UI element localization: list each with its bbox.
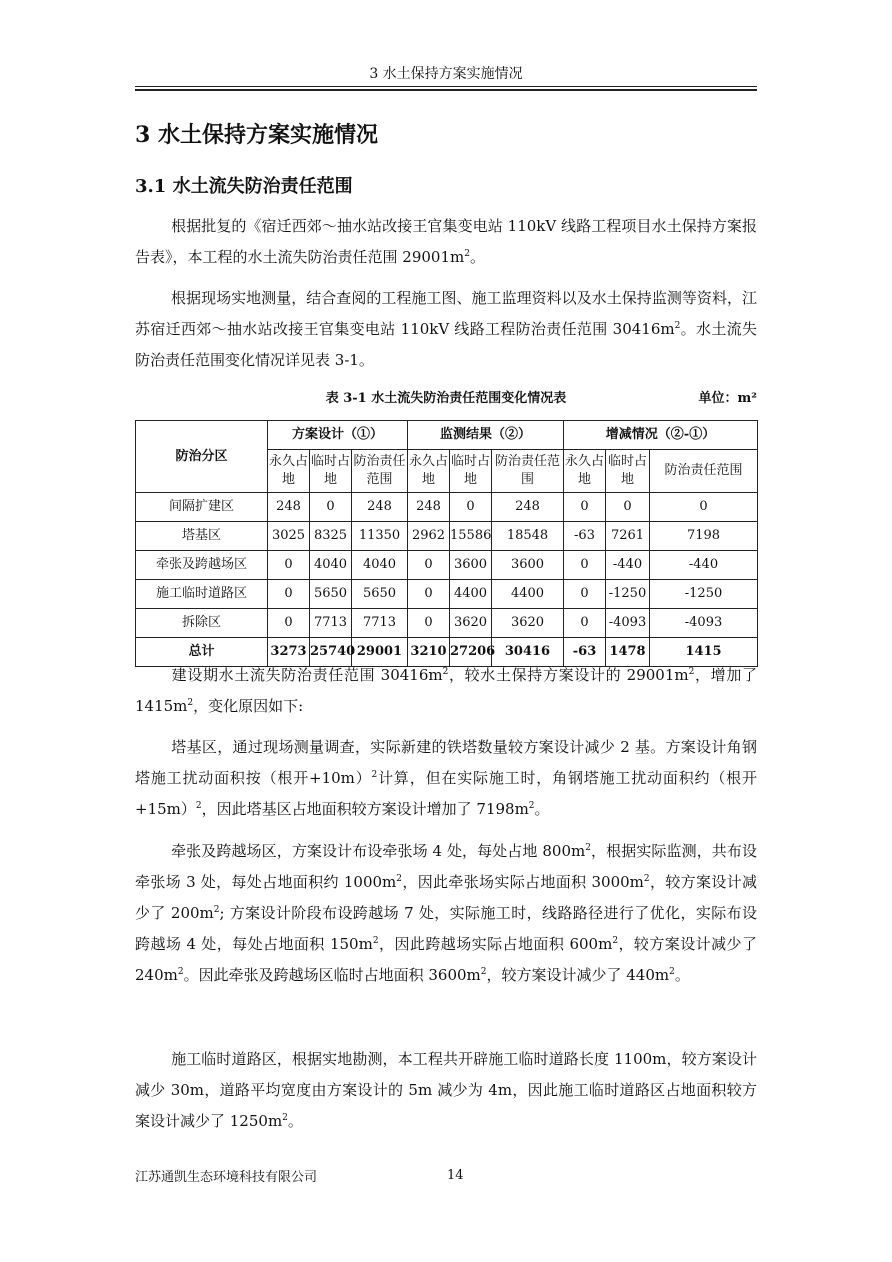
table-cell: 塔基区 bbox=[136, 522, 268, 551]
table-cell: 0 bbox=[450, 493, 492, 522]
header-group-change: 增减情况（②-①） bbox=[564, 421, 758, 450]
header-rule-thick bbox=[135, 89, 757, 91]
table-row bbox=[136, 580, 758, 609]
table-cell: 248 bbox=[352, 493, 408, 522]
table-cell: 4040 bbox=[352, 551, 408, 580]
table-cell: 0 bbox=[268, 609, 310, 638]
table-cell: 0 bbox=[606, 493, 650, 522]
page-number: 14 bbox=[447, 1168, 464, 1183]
table-cell: 2962 bbox=[408, 522, 450, 551]
subheader-permanent: 永久占地 bbox=[268, 450, 310, 493]
table-cell: 0 bbox=[268, 551, 310, 580]
table-cell: 3600 bbox=[492, 551, 564, 580]
table-cell: 0 bbox=[650, 493, 758, 522]
paragraph-total-change: 建设期水土流失防治责任范围 $30416m^2$，较水土保持方案设计的 $29001m^2$，增加了 $1415m^2$，变化原因如下: bbox=[135, 666, 757, 715]
table-cell: 7713 bbox=[352, 609, 408, 638]
subheader-scope: 防治责任范围 bbox=[650, 450, 758, 493]
table-cell: 0 bbox=[268, 580, 310, 609]
table-cell: -440 bbox=[606, 551, 650, 580]
subheader-temporary: 临时占地 bbox=[310, 450, 352, 493]
subheader-permanent: 永久占地 bbox=[408, 450, 450, 493]
table-cell: 29001 bbox=[352, 638, 408, 667]
table-caption bbox=[135, 388, 757, 410]
table-row bbox=[136, 609, 758, 638]
table-cell: 施工临时道路区 bbox=[136, 580, 268, 609]
table-cell: 0 bbox=[310, 493, 352, 522]
paragraph-approval: 根据批复的《宿迁西郊～抽水站改接王官集变电站 110kV 线路工程项目水土保持方案报告表》，本工程的水土流失防治责任范围 $29001m^2$。 bbox=[135, 217, 757, 266]
table-cell: 3600 bbox=[450, 551, 492, 580]
table-cell: -63 bbox=[564, 638, 606, 667]
table-row bbox=[136, 551, 758, 580]
table-cell: 7261 bbox=[606, 522, 650, 551]
table-cell: 0 bbox=[564, 580, 606, 609]
table-cell: 0 bbox=[564, 551, 606, 580]
table-cell: 11350 bbox=[352, 522, 408, 551]
subheader-scope: 防治责任范围 bbox=[352, 450, 408, 493]
table-row bbox=[136, 522, 758, 551]
paragraph-tower-area: 塔基区，通过现场测量调查，实际新建的铁塔数量较方案设计减少 2 基。方案设计角钢塔施工扰动面积按（根开+10m）$^2$计算，但在实际施工时，角钢塔施工扰动面积约（根开+15m）$^2$，因此塔基区占地面积较方案设计增加了 $7198m^2$。 bbox=[135, 738, 757, 818]
table-cell: 拆除区 bbox=[136, 609, 268, 638]
responsibility-scope-table bbox=[135, 420, 758, 667]
table-cell: 3273 bbox=[268, 638, 310, 667]
table-cell: 3620 bbox=[492, 609, 564, 638]
running-header: 3 水土保持方案实施情况 bbox=[369, 66, 523, 82]
table-cell: 27206 bbox=[450, 638, 492, 667]
table-cell: -1250 bbox=[606, 580, 650, 609]
paragraph-temporary-road-area: 施工临时道路区，根据实地勘测，本工程共开辟施工临时道路长度 1100m，较方案设计减少 30m，道路平均宽度由方案设计的 5m 减少为 4m，因此施工临时道路区占地面积较方案设计减少了 $1250m^2$。 bbox=[135, 1050, 757, 1130]
header-zone: 防治分区 bbox=[136, 421, 268, 493]
paragraph-tension-crossing-area: 牵张及跨越场区，方案设计布设牵张场 4 处，每处占地 $800m^2$，根据实际监测，共布设牵张场 3 处，每处占地面积约 $1000m^2$，因此牵张场实际占地面积 $3000m^2$，较方案设计减少了 $200m^2$; 方案设计阶段布设跨越场 7 处，实际施工时，线路路径进行了优化，实际布设跨越场 4 处，每处占地面积 $150m^2$，因此跨越场实际占地面积 $600m^2$，较方案设计减少了 $240m^2$。因此牵张及跨越场区临时占地面积 $3600m^2$，较方案设计减少了 $440m^2$。 bbox=[135, 842, 758, 984]
table-cell: 0 bbox=[564, 609, 606, 638]
table-cell: 5650 bbox=[352, 580, 408, 609]
table-cell: 5650 bbox=[310, 580, 352, 609]
table-cell: 4400 bbox=[450, 580, 492, 609]
table-cell: 1415 bbox=[650, 638, 758, 667]
table-cell: 248 bbox=[408, 493, 450, 522]
table-cell: 3620 bbox=[450, 609, 492, 638]
header-rule-thin bbox=[135, 86, 757, 87]
table-cell: 248 bbox=[268, 493, 310, 522]
footer-company: 江苏通凯生态环境科技有限公司 bbox=[135, 1170, 318, 1185]
table-cell: 0 bbox=[408, 580, 450, 609]
table-cell: 总计 bbox=[136, 638, 268, 667]
table-row bbox=[136, 493, 758, 522]
table-cell: -4093 bbox=[606, 609, 650, 638]
table-unit: 单位：m² bbox=[698, 391, 757, 406]
table-cell: -440 bbox=[650, 551, 758, 580]
table-cell: 25740 bbox=[310, 638, 352, 667]
table-cell: 0 bbox=[408, 551, 450, 580]
table-cell: 15586 bbox=[450, 522, 492, 551]
section-title: 3.1 水土流失防治责任范围 bbox=[135, 176, 353, 197]
table-cell: -1250 bbox=[650, 580, 758, 609]
chapter-title: 3 水土保持方案实施情况 bbox=[135, 122, 378, 148]
header-group-monitoring: 监测结果（②） bbox=[408, 421, 564, 450]
table-title: 表 3-1 水土流失防治责任范围变化情况表 bbox=[325, 391, 567, 406]
subheader-temporary: 临时占地 bbox=[450, 450, 492, 493]
table-cell: 7713 bbox=[310, 609, 352, 638]
subheader-permanent: 永久占地 bbox=[564, 450, 606, 493]
table-cell: 0 bbox=[564, 493, 606, 522]
subheader-temporary: 临时占地 bbox=[606, 450, 650, 493]
table-cell: 1478 bbox=[606, 638, 650, 667]
subheader-scope: 防治责任范围 bbox=[492, 450, 564, 493]
table-cell: 4400 bbox=[492, 580, 564, 609]
table-cell: 8325 bbox=[310, 522, 352, 551]
table-cell: -4093 bbox=[650, 609, 758, 638]
table-cell: -63 bbox=[564, 522, 606, 551]
table-cell: 3025 bbox=[268, 522, 310, 551]
table-cell: 0 bbox=[408, 609, 450, 638]
table-cell: 248 bbox=[492, 493, 564, 522]
table-cell: 4040 bbox=[310, 551, 352, 580]
paragraph-survey: 根据现场实地测量，结合查阅的工程施工图、施工监理资料以及水土保持监测等资料，江苏宿迁西郊～抽水站改接王官集变电站 110kV 线路工程防治责任范围 $30416m^2$。水土流失防治责任范围变化情况详见表 3-1。 bbox=[135, 289, 757, 369]
table-cell: 牵张及跨越场区 bbox=[136, 551, 268, 580]
table-cell: 7198 bbox=[650, 522, 758, 551]
header-group-design: 方案设计（①） bbox=[268, 421, 408, 450]
table-cell: 18548 bbox=[492, 522, 564, 551]
table-cell: 30416 bbox=[492, 638, 564, 667]
table-cell: 3210 bbox=[408, 638, 450, 667]
table-cell: 间隔扩建区 bbox=[136, 493, 268, 522]
